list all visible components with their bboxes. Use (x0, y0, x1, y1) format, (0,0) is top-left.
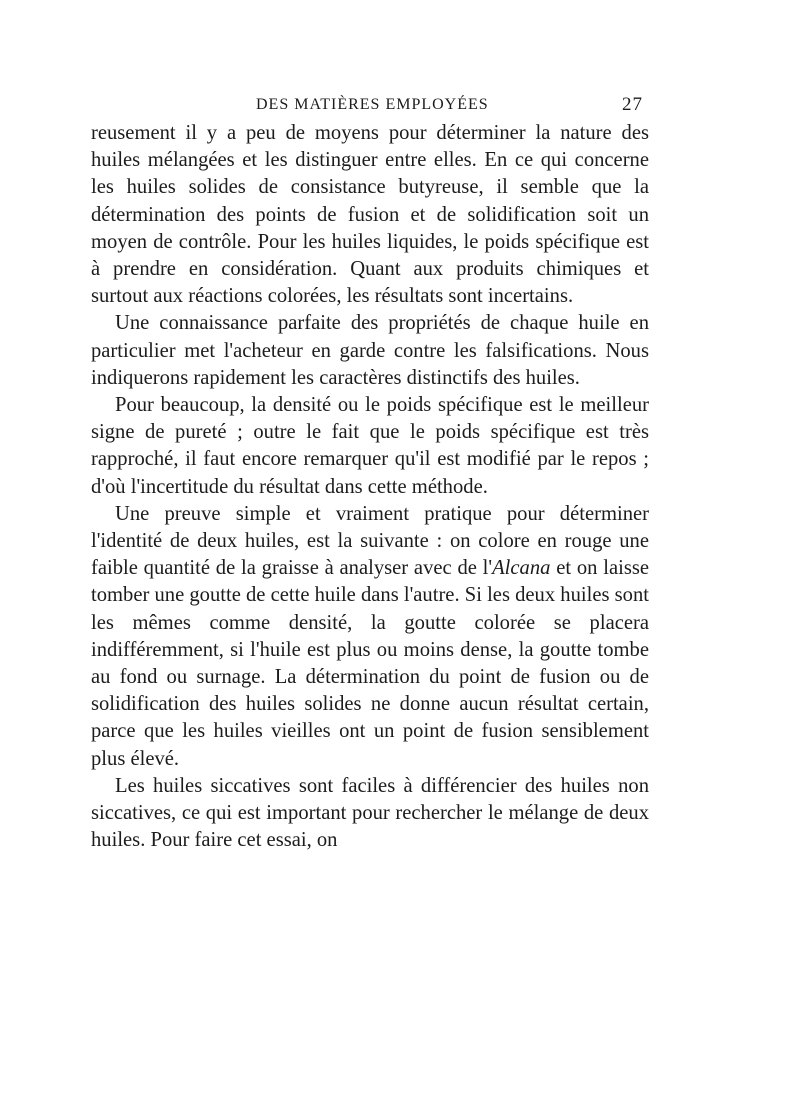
page-number: 27 (622, 94, 643, 115)
paragraph-continued: reusement il y a peu de moyens pour déterminer la nature des huiles mélangées et les distinguer entre elles. En ce qui concerne les huiles solides de consistance butyreuse, il semble que la détermination des points de fusion et de solidification soit un moyen de contrôle. Pour les huiles liquides, le poids spécifique est à prendre en considération. Quant aux produits chimiques et surtout aux réactions colorées, les résultats sont incertains. (91, 122, 649, 308)
paragraph (91, 501, 649, 773)
paragraph: Une connaissance parfaite des propriétés de chaque huile en particulier met l'acheteur en garde contre les falsifications. Nous indiquerons rapidement les caractères distinctifs des huiles. (91, 312, 649, 389)
italic-term: Alcana (492, 557, 551, 580)
book-page (91, 90, 649, 854)
paragraph-text: et on laisse tomber une goutte de cette huile dans l'autre. Si les deux huiles sont les mêmes comme densité, la goutte colorée se placera indifféremment, si l'huile est plus ou moins dense, la goutte tombe au fond ou surnage. La détermination du point de fusion ou de solidification des huiles solides ne donne aucun résultat certain, parce que les huiles vieilles ont un point de fusion sensiblement plus élevé. (91, 557, 649, 770)
body-text (91, 120, 649, 854)
paragraph: Pour beaucoup, la densité ou le poids spécifique est le meilleur signe de pureté ; outre le fait que le poids spécifique est très rapproché, il faut encore remarquer qu'il est modifié par le repos ; d'où l'incertitude du résultat dans cette méthode. (91, 394, 649, 498)
running-title: DES MATIÈRES EMPLOYÉES (256, 96, 489, 113)
paragraph-text: Une preuve simple et vraiment pratique pour déterminer l'identité de deux huiles, est la suivante : on colore en rouge une faible quantité de la graisse à analyser avec de l' (91, 502, 649, 580)
running-head (91, 90, 649, 120)
paragraph: Les huiles siccatives sont faciles à différencier des huiles non siccatives, ce qui est important pour rechercher le mélange de deux huiles. Pour faire cet essai, on (91, 774, 649, 852)
